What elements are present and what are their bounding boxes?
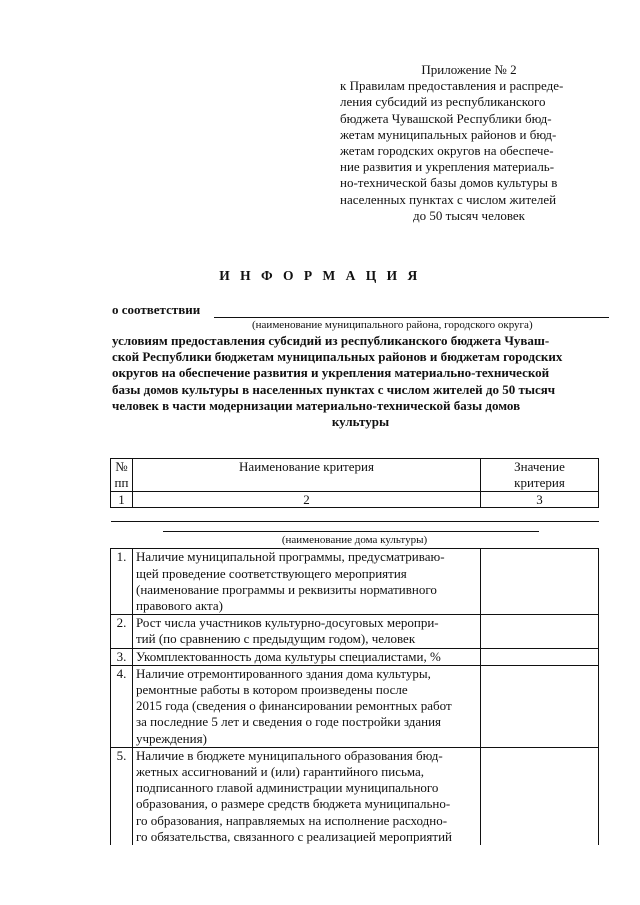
criterion-line: учреждения) (136, 730, 207, 746)
header-value-cell (481, 459, 599, 492)
appendix-line: ние развития и укрепления материаль- (340, 159, 555, 175)
header-num-line: пп (114, 475, 129, 491)
table-header-row (111, 459, 599, 492)
criterion-text (133, 648, 481, 665)
row-number: 2. (111, 615, 133, 648)
header-name-cell (133, 459, 481, 492)
compliance-line (112, 302, 609, 331)
house-caption: (наименование дома культуры) (281, 534, 428, 547)
row-number: 5. (111, 747, 133, 845)
criterion-line: Наличие муниципальной программы, предусматриваю- (136, 549, 445, 565)
row-number: 1. (111, 549, 133, 615)
criterion-text (133, 549, 481, 615)
criterion-line: ремонтные работы в котором произведены после (136, 682, 408, 698)
row-number: 4. (111, 665, 133, 747)
criterion-line: Рост числа участников культурно-досуговых меропри- (136, 615, 439, 631)
criterion-text (133, 615, 481, 648)
column-number-row (111, 492, 599, 508)
appendix-line: но-технической базы домов культуры в (340, 175, 558, 191)
appendix-lines (340, 78, 598, 208)
criterion-line: го обязательства, связанного с реализацией мероприятий (136, 828, 453, 844)
criterion-line: правового акта) (136, 598, 223, 614)
table-row (111, 665, 599, 747)
conditions-line: округов на обеспечение развития и укрепления материально-технической (112, 365, 550, 381)
house-name-field (111, 522, 599, 548)
criterion-value[interactable] (481, 549, 599, 615)
header-num-line: № (115, 459, 128, 474)
appendix-line: жетам муниципальных районов и бюд- (340, 126, 557, 142)
criterion-text (133, 747, 481, 845)
municipality-caption: (наименование муниципального района, городского округа) (252, 319, 533, 331)
appendix-title: Приложение № 2 (421, 62, 517, 77)
criterion-value[interactable] (481, 615, 599, 648)
municipality-fill-line (214, 317, 609, 318)
header-name-text: Наименование критерия (239, 459, 374, 474)
criterion-line: за последние 5 лет и сведения о годе постройки здания (136, 714, 442, 730)
house-name-row (111, 522, 599, 549)
criterion-value[interactable] (481, 747, 599, 845)
compliance-lead: о соответствии (112, 302, 201, 317)
appendix-line: ления субсидий из республиканского (340, 94, 546, 110)
criterion-line: Наличие в бюджете муниципального образования бюд- (136, 747, 443, 763)
criterion-value[interactable] (481, 665, 599, 747)
table-row (111, 615, 599, 648)
criterion-line: 2015 года (сведения о финансировании ремонтных работ (136, 698, 452, 714)
criterion-line: Укомплектованность дома культуры специалистами, % (136, 648, 441, 664)
criterion-text (133, 665, 481, 747)
header-value-line: критерия (514, 475, 565, 491)
conditions-last-line: культуры (331, 414, 390, 430)
criterion-line: щей проведение соответствующего мероприятия (136, 565, 407, 581)
row-number: 3. (111, 648, 133, 665)
appendix-line: к Правилам предоставления и распреде- (340, 78, 564, 94)
criterion-line: образования, о размере средств бюджета муниципально- (136, 796, 451, 812)
criterion-line: подписанного главой администрации муниципального (136, 780, 439, 796)
column-number: 2 (133, 492, 481, 508)
house-name-cell (111, 522, 599, 549)
column-number: 3 (481, 492, 599, 508)
conditions-line: ской Республики бюджетам муниципальных районов и бюджетам городских (112, 349, 563, 365)
criterion-line: Наличие отремонтированного здания дома культуры, (136, 665, 431, 681)
appendix-line: жетам городских округов на обеспече- (340, 143, 554, 159)
criterion-line: го образования, направляемых на исполнение расходно- (136, 812, 448, 828)
conditions-line: базы домов культуры в населенных пунктах с числом жителей до 50 тысяч (112, 381, 556, 397)
criterion-line: тий (по сравнению с предыдущим годом), человек (136, 631, 416, 647)
appendix-block (340, 62, 598, 224)
conditions-line: условиям предоставления субсидий из республиканского бюджета Чуваш- (112, 333, 550, 348)
appendix-line: населенных пунктах с числом жителей (340, 191, 557, 207)
conditions-line: человек в части модернизации материально-технической базы домов (112, 397, 521, 413)
table-row (111, 747, 599, 845)
appendix-line: бюджета Чувашской Республики бюд- (340, 110, 552, 126)
column-number: 1 (111, 492, 133, 508)
appendix-last-line: до 50 тысяч человек (412, 207, 525, 223)
table-row (111, 549, 599, 615)
header-num-cell (111, 459, 133, 492)
criterion-value[interactable] (481, 648, 599, 665)
table-row (111, 648, 599, 665)
spacer-cell (111, 508, 599, 522)
header-value-line: Значение (514, 459, 565, 474)
criterion-line: жетных ассигнований и (или) гарантийного письма, (136, 764, 425, 780)
criterion-line: (наименование программы и реквизиты нормативного (136, 581, 437, 597)
conditions-paragraph (112, 333, 609, 430)
criteria-table (110, 458, 599, 845)
spacer-row (111, 508, 599, 522)
document-title: И Н Ф О Р М А Ц И Я (219, 268, 421, 283)
